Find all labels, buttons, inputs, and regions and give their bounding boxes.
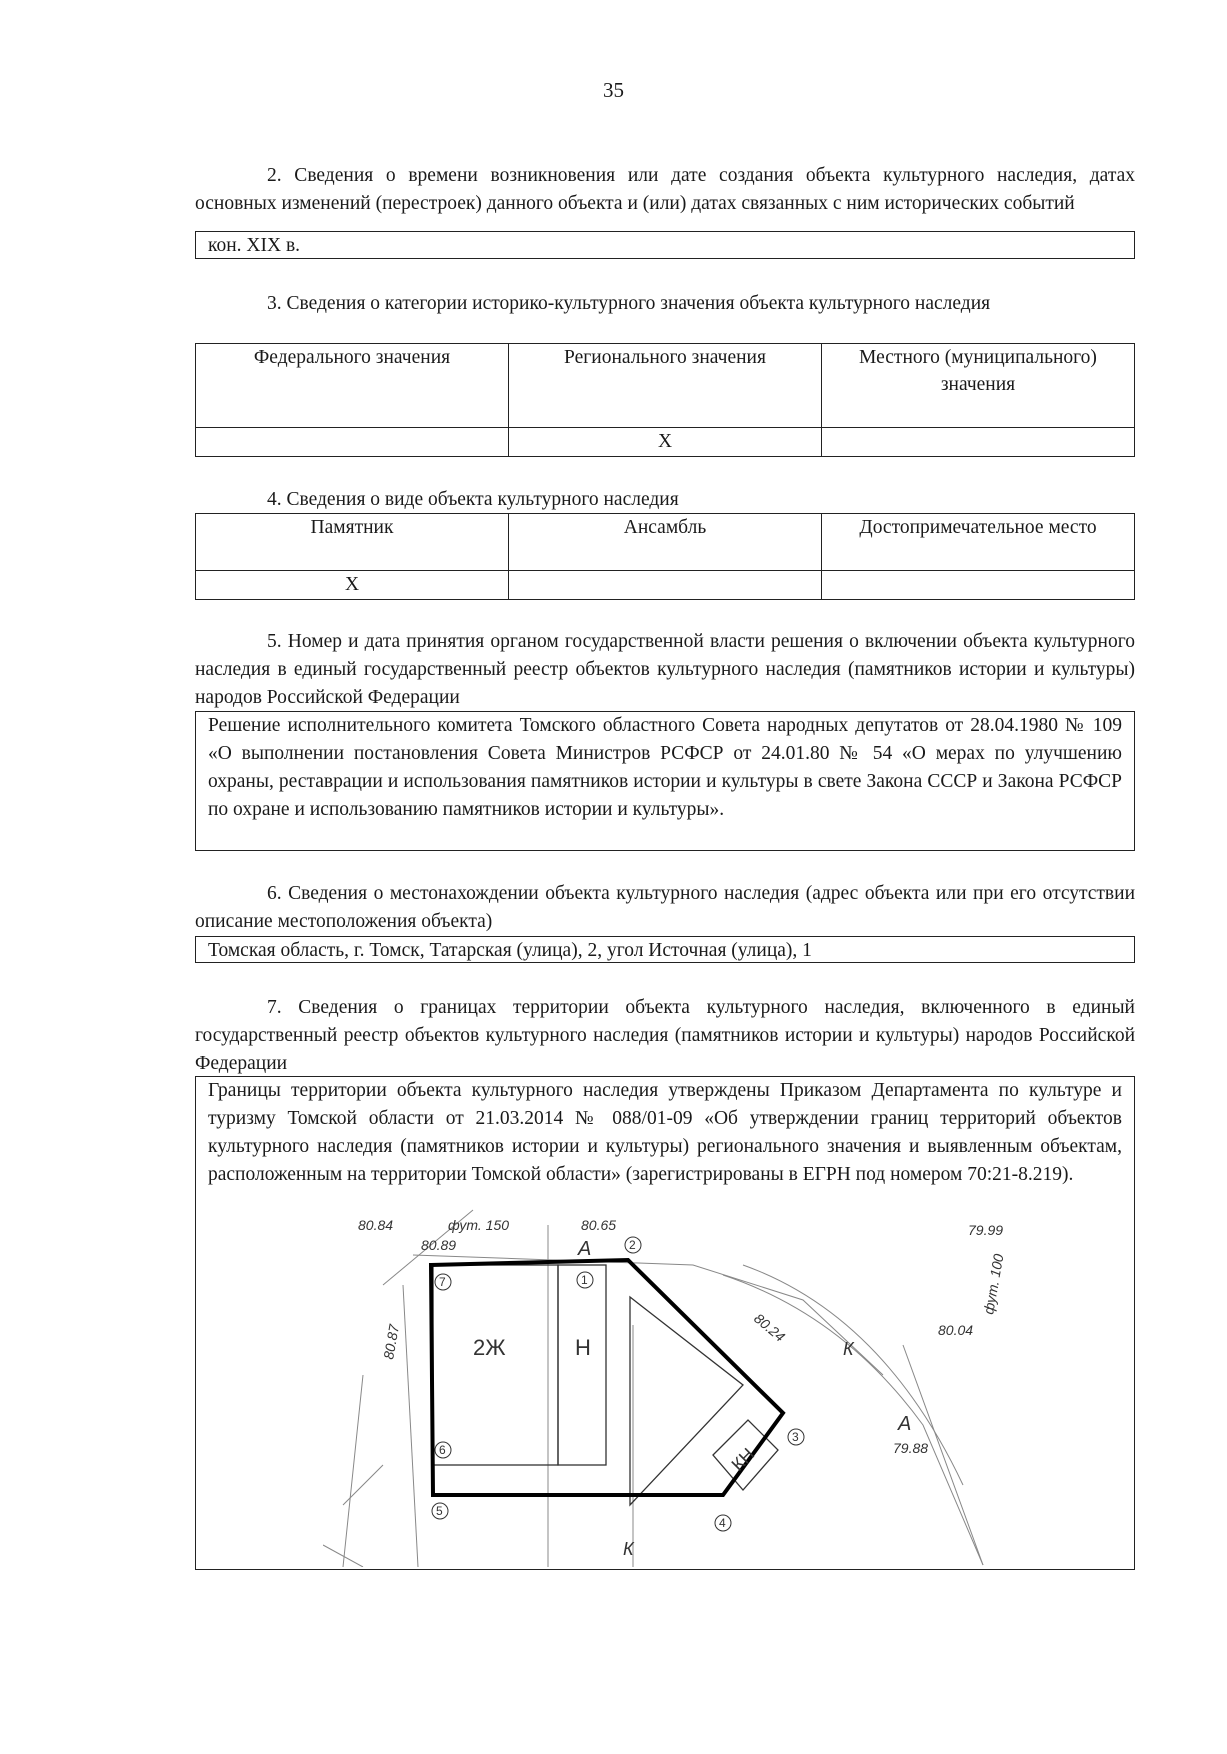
- col-federal: Федерального значения: [196, 344, 509, 428]
- section4-heading-text: 4. Сведения о виде объекта культурного наследия: [267, 489, 679, 510]
- section6-heading-text: 6. Сведения о местонахождении объекта культурного наследия (адрес объекта или при его отсутствии описание местоположения объекта): [195, 883, 1135, 932]
- col-monument: Памятник: [196, 514, 509, 571]
- mark-monument: X: [196, 571, 509, 600]
- fut-label: фут. 100: [980, 1252, 1007, 1316]
- a-label: А: [578, 1238, 592, 1260]
- building-n: [558, 1265, 606, 1465]
- section5-value-box: [195, 711, 1135, 851]
- elev-label: 80.24: [751, 1310, 789, 1345]
- section5-value: Решение исполнительного комитета Томского областного Совета народных депутатов от 28.04.1980 № 109 «О выполнении постановления Совета Министров РСФСР от 24.01.80 № 54 «О мерах по улучшению охраны, реставрации и использования памятников истории и культуры в свете Закона СССР и Закона РСФСР по охране и использованию памятников истории и культуры».: [208, 715, 1122, 820]
- col-ensemble: Ансамбль: [509, 514, 822, 571]
- section7-heading-text: 7. Сведения о границах территории объекта культурного наследия, включенного в единый государственный реестр объектов культурного наследия (памятников истории и культуры) народов Российской Федерации: [195, 997, 1135, 1074]
- point-label: 5: [436, 1504, 443, 1518]
- k-label: К: [843, 1339, 854, 1359]
- section2-heading-text: 2. Сведения о времени возникновения или дате создания объекта культурного наследия, датах основных изменений (перестроек) данного объекта и (или) датах связанных с ним исторических событий: [195, 165, 1135, 214]
- elev-label: 80.65: [581, 1217, 617, 1233]
- section5-heading-text: 5. Номер и дата принятия органом государственной власти решения о включении объекта культурного наследия в единый государственный реестр объектов культурного наследия (памятников истории и культуры) народов Российской Федерации: [195, 631, 1135, 708]
- fut-label: фут. 150: [448, 1217, 510, 1233]
- boundary-map: [323, 1205, 1013, 1567]
- point-label: 7: [439, 1275, 446, 1289]
- mark-ensemble: [509, 571, 822, 600]
- mark-regional: X: [509, 428, 822, 457]
- section3-heading: [195, 290, 1135, 318]
- elev-label: 80.89: [421, 1237, 457, 1253]
- section4-heading: [195, 486, 1135, 514]
- section4-table: [195, 513, 1135, 600]
- building-label: Н: [575, 1335, 591, 1360]
- map-background-lines: [323, 1210, 983, 1567]
- mark-local: [822, 428, 1135, 457]
- section7-value: Границы территории объекта культурного наследия утверждены Приказом Департамента по культуре и туризму Томской области от 21.03.2014 № 088/01-09 «Об утверждении границ территорий объектов культурного наследия (памятников истории и культуры) регионального значения и выявленным объектам, расположенным на территории Томской области» (зарегистрированы в ЕГРН под номером 70:21-8.219).: [208, 1080, 1122, 1185]
- col-regional: Регионального значения: [509, 344, 822, 428]
- col-local: Местного (муниципального) значения: [822, 344, 1135, 428]
- elev-label: 80.87: [380, 1323, 403, 1361]
- elev-label: 80.04: [938, 1322, 974, 1338]
- section2-value-box: [195, 231, 1135, 259]
- point-label: 6: [439, 1443, 446, 1457]
- section3-table: [195, 343, 1135, 457]
- building-2zh: [433, 1265, 558, 1465]
- section6-value: Томская область, г. Томск, Татарская (улица), 2, угол Источная (улица), 1: [208, 940, 812, 961]
- point-label: 1: [581, 1273, 588, 1287]
- section6-heading: [195, 880, 1135, 936]
- k-label: К: [623, 1539, 634, 1559]
- col-landmark: Достопримечательное место: [822, 514, 1135, 571]
- elev-label: 80.84: [358, 1217, 394, 1233]
- elev-label: 79.88: [893, 1440, 929, 1456]
- section7-heading: [195, 994, 1135, 1078]
- buildings: [433, 1265, 778, 1505]
- point-label: 2: [629, 1238, 636, 1252]
- section2-heading: [195, 162, 1135, 218]
- building-label: КН: [727, 1444, 759, 1475]
- section6-value-box: [195, 936, 1135, 963]
- point-label: 3: [792, 1430, 799, 1444]
- mark-landmark: [822, 571, 1135, 600]
- elev-label: 79.99: [968, 1222, 1004, 1238]
- section2-value: кон. XIX в.: [208, 235, 301, 256]
- page-number: 35: [603, 78, 624, 102]
- triangle-area: [630, 1297, 743, 1505]
- mark-federal: [196, 428, 509, 457]
- building-label: 2Ж: [473, 1335, 506, 1360]
- boundary-points: [432, 1237, 804, 1531]
- section5-heading: [195, 628, 1135, 712]
- section3-heading-text: 3. Сведения о категории историко-культурного значения объекта культурного наследия: [267, 293, 991, 314]
- a-label: А: [898, 1413, 912, 1435]
- point-label: 4: [719, 1516, 726, 1530]
